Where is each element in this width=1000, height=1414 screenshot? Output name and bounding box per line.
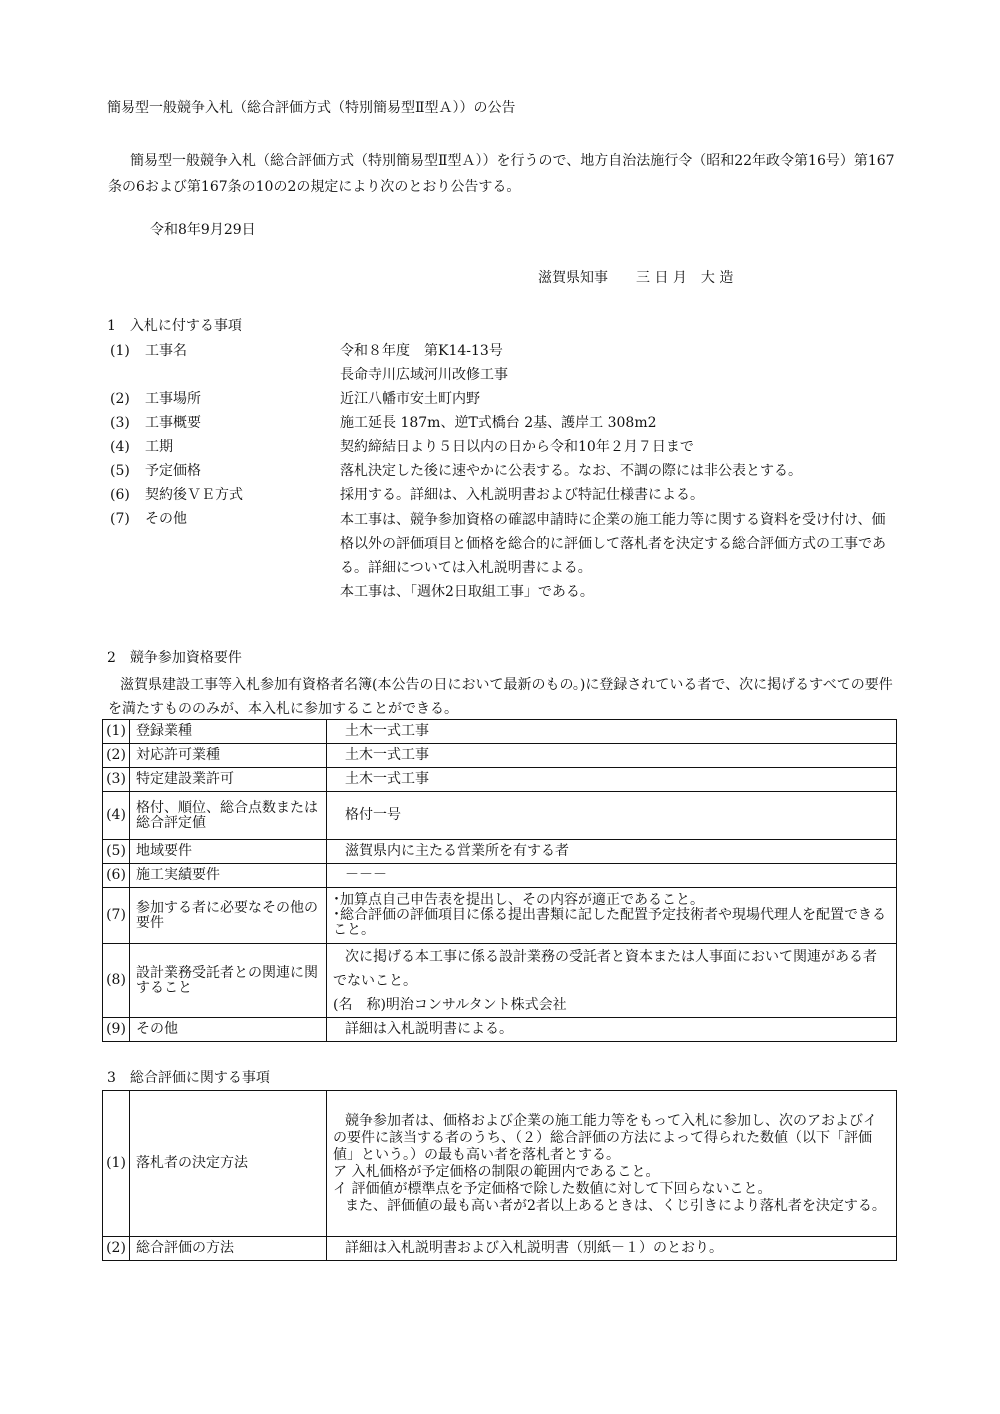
item-label: 工事名 xyxy=(145,343,187,359)
section1-heading: 1 入札に付する事項 xyxy=(107,318,242,334)
intro-paragraph: 簡易型一般競争入札（総合評価方式（特別簡易型Ⅱ型Ａ））を行うので、地方自治法施行令（昭和22年政令第16号）第167条の6および第167条の10の2の規定により次のとおり公告する。 xyxy=(108,153,895,195)
table-row xyxy=(103,744,897,768)
row-label: 施工実績要件 xyxy=(130,864,327,888)
item-number: (4) xyxy=(110,439,130,455)
row-label: 地域要件 xyxy=(130,840,327,864)
table-row xyxy=(103,768,897,792)
item-label: 契約後ＶＥ方式 xyxy=(145,487,243,503)
row-value: 滋賀県内に主たる営業所を有する者 xyxy=(327,840,897,864)
row-value: 競争参加者は、価格および企業の施工能力等をもって入札に参加し、次のアおよびイの要件に該当する者のうち、（２）総合評価の方法によって得られた数値（以下「評価値」という。）の最も高い者を落札者とする。 ア 入札価格が予定価格の制限の範囲内であること。 イ 評価値が標準点を予定価格で除した数値に対して下回らないこと。 また、評価値の最も高い者が2者以上あるときは、くじ引きにより落札者を決定する。 xyxy=(327,1091,897,1237)
row-value: 詳細は入札説明書による。 xyxy=(327,1018,897,1042)
row-number: (1) xyxy=(103,720,130,744)
item-number: (6) xyxy=(110,487,130,503)
section2-heading: 2 競争参加資格要件 xyxy=(107,650,242,666)
table-row xyxy=(103,1237,897,1261)
item-value: 採用する。詳細は、入札説明書および特記仕様書による。 xyxy=(340,487,704,503)
table-row xyxy=(103,840,897,864)
item-value: 近江八幡市安土町内野 xyxy=(340,391,480,407)
section1-item xyxy=(110,463,900,487)
row-label: 格付、順位、総合点数または総合評定値 xyxy=(130,792,327,840)
section1-item xyxy=(110,343,900,367)
item-label: 工事概要 xyxy=(145,415,201,431)
item-value: 令和８年度 第K14-13号 xyxy=(340,343,503,359)
item-value: 長命寺川広域河川改修工事 xyxy=(340,367,508,383)
row-value: 土木一式工事 xyxy=(327,744,897,768)
table-row xyxy=(103,888,897,944)
table-row xyxy=(103,1091,897,1237)
other-note-2: 本工事は、「週休2日取組工事」である。 xyxy=(340,584,594,600)
row-label: 落札者の決定方法 xyxy=(130,1091,327,1237)
section1-item xyxy=(110,391,900,415)
row-number: (6) xyxy=(103,864,130,888)
row-number: (9) xyxy=(103,1018,130,1042)
row-value: －－－ xyxy=(327,864,897,888)
section1-item xyxy=(110,415,900,439)
row-label: 参加する者に必要なその他の要件 xyxy=(130,888,327,944)
item-number: (5) xyxy=(110,463,130,479)
item-value: 契約締結日より５日以内の日から令和10年２月７日まで xyxy=(340,439,694,455)
row-label: 特定建設業許可 xyxy=(130,768,327,792)
row-label: 対応許可業種 xyxy=(130,744,327,768)
row-number: (7) xyxy=(103,888,130,944)
qualification-table xyxy=(102,719,897,1042)
table-row xyxy=(103,792,897,840)
row-number: (3) xyxy=(103,768,130,792)
item-number: (2) xyxy=(110,391,130,407)
row-number: (4) xyxy=(103,792,130,840)
row-number: (2) xyxy=(103,744,130,768)
row-value: 格付一号 xyxy=(327,792,897,840)
section1-item xyxy=(110,367,900,391)
item-number: (7) xyxy=(110,511,130,527)
item-label: 工事場所 xyxy=(145,391,201,407)
item-value: 落札決定した後に速やかに公表する。なお、不調の際には非公表とする。 xyxy=(340,463,802,479)
row-value: 土木一式工事 xyxy=(327,768,897,792)
row-value: 土木一式工事 xyxy=(327,720,897,744)
item-label: 工期 xyxy=(145,439,173,455)
row-label: 設計業務受託者との関連に関すること xyxy=(130,944,327,1018)
row-label: 登録業種 xyxy=(130,720,327,744)
row-value: ･加算点自己申告表を提出し、その内容が適正であること。 ･総合評価の評価項目に係る提出書類に記した配置予定技術者や現場代理人を配置できること。 xyxy=(327,888,897,944)
row-number: (2) xyxy=(103,1237,130,1261)
row-number: (1) xyxy=(103,1091,130,1237)
table-row xyxy=(103,720,897,744)
announcement-date: 令和8年9月29日 xyxy=(150,222,256,238)
table-row xyxy=(103,864,897,888)
item-value: 施工延長 187m、逆T式橋台 2基、護岸工 308m2 xyxy=(340,415,657,431)
other-notes xyxy=(340,508,898,604)
section3-heading: 3 総合評価に関する事項 xyxy=(107,1070,270,1086)
section2-intro: 滋賀県建設工事等入札参加有資格者名簿(本公告の日において最新のもの。)に登録されている者で、次に掲げるすべての要件を満たすもののみが、本入札に参加することができる。 xyxy=(108,677,893,717)
row-value: 次に掲げる本工事に係る設計業務の受託者と資本または人事面において関連がある者でないこと。 (名 称)明治コンサルタント株式会社 xyxy=(327,944,897,1018)
row-label: 総合評価の方法 xyxy=(130,1237,327,1261)
row-value: 詳細は入札説明書および入札説明書（別紙－１）のとおり。 xyxy=(327,1237,897,1261)
item-number: (1) xyxy=(110,343,130,359)
item-number: (3) xyxy=(110,415,130,431)
row-number: (5) xyxy=(103,840,130,864)
row-number: (8) xyxy=(103,944,130,1018)
table-row xyxy=(103,944,897,1018)
row-label: その他 xyxy=(130,1018,327,1042)
evaluation-table xyxy=(102,1090,897,1261)
other-note-1: 本工事は、競争参加資格の確認申請時に企業の施工能力等に関する資料を受け付け、価格以外の評価項目と価格を総合的に評価して落札者を決定する総合評価方式の工事である。詳細については入札説明書による。 xyxy=(340,512,886,576)
section1-item xyxy=(110,439,900,463)
item-label: 予定価格 xyxy=(145,463,201,479)
document-title: 簡易型一般競争入札（総合評価方式（特別簡易型Ⅱ型Ａ））の公告 xyxy=(107,100,516,116)
issuer-name: 滋賀県知事 三 日 月 大 造 xyxy=(538,270,734,286)
item-label: その他 xyxy=(145,511,187,527)
table-row xyxy=(103,1018,897,1042)
